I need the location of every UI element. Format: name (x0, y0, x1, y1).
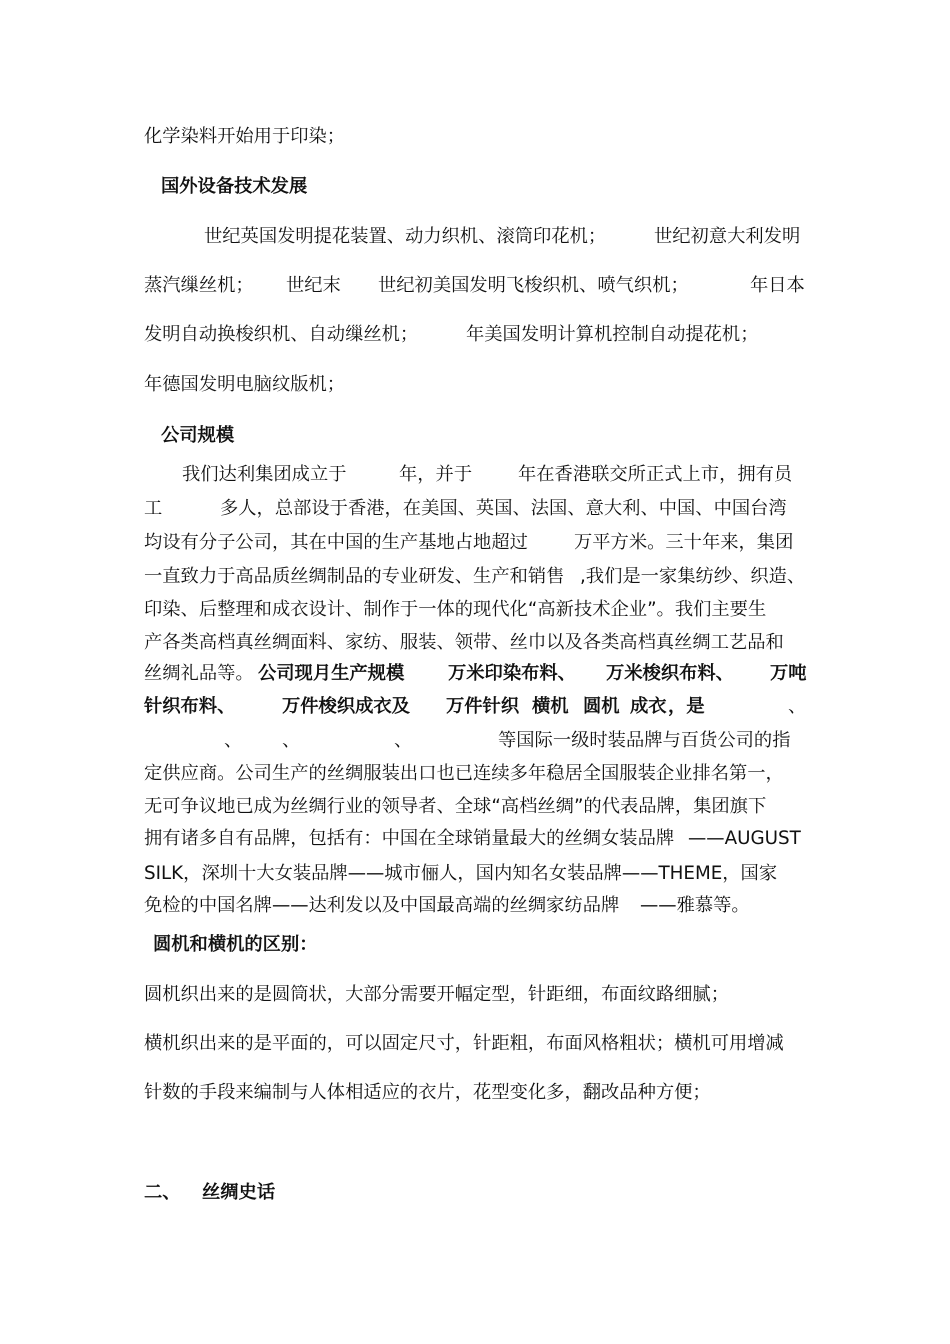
body-line-bold: 万吨 (770, 663, 807, 684)
body-line: 蒸汽缫丝机； (144, 275, 254, 296)
body-line: 等国际一级时装品牌与百货公司的指 (498, 730, 791, 751)
body-line: 、 (788, 696, 807, 717)
body-line-bold: 成衣 (630, 696, 667, 717)
body-line-bold: 横机 (532, 696, 569, 717)
body-line-bold: 万米印染布料、 (448, 663, 576, 684)
body-line-bold: 万米梭织布料、 (606, 663, 734, 684)
body-line: SILK，深圳十大女装品牌——城市俪人，国内知名女装品牌——THEME，国家 (144, 863, 778, 884)
body-line: 产各类高档真丝绸面料、家纺、服装、领带、丝巾以及各类高档真丝绸工艺品和 (144, 632, 784, 653)
body-line: 年在香港联交所正式上市，拥有员 (518, 464, 793, 485)
body-line: 万平方米。三十年来，集团 (574, 532, 794, 553)
section-heading-company-scale: 公司规模 (161, 425, 235, 446)
body-line: 拥有诸多自有品牌，包括有：中国在全球销量最大的丝绸女装品牌 (144, 828, 675, 849)
section-title: 丝绸史话 (202, 1182, 276, 1203)
body-line: 一直致力于高品质丝绸制品的专业研发、生产和销售 (144, 566, 565, 587)
body-line: 世纪初意大利发明 (654, 226, 801, 247)
body-line: 、 (282, 730, 301, 751)
body-line-bold: 万件针织 (446, 696, 520, 717)
body-line: 免检的中国名牌——达利发以及中国最高端的丝绸家纺品牌 (144, 895, 620, 916)
body-line: 无可争议地已成为丝绸行业的领导者、全球“高档丝绸”的代表品牌，集团旗下 (144, 796, 767, 817)
body-line: 世纪末 (286, 275, 341, 296)
body-line: 、 (224, 730, 243, 751)
body-line: 印染、后整理和成衣设计、制作于一体的现代化“高新技术企业”。我们主要生 (144, 599, 767, 620)
body-line: 化学染料开始用于印染； (144, 126, 346, 147)
body-line-bold: 公司现月生产规模 (258, 663, 405, 684)
body-line: 年日本 (750, 275, 805, 296)
body-line: 针数的手段来编制与人体相适应的衣片，花型变化多，翻改品种方便； (144, 1082, 711, 1103)
body-line-bold: 针织布料、 (144, 696, 236, 717)
body-line: 世纪英国发明提花装置、动力织机、滚筒印花机； (204, 226, 607, 247)
section-number: 二、 (144, 1182, 181, 1203)
body-line: 多人，总部设于香港，在美国、英国、法国、意大利、中国、中国台湾 (220, 498, 787, 519)
body-line-bold: ，是 (668, 696, 705, 717)
body-line: 均设有分子公司，其在中国的生产基地占地超过 (144, 532, 528, 553)
body-line: 、 (394, 730, 413, 751)
body-line: 横机织出来的是平面的，可以固定尺寸，针距粗，布面风格粗状；横机可用增减 (144, 1033, 784, 1054)
body-line: ——雅慕等。 (640, 895, 750, 916)
body-line: 我们达利集团成立于 (182, 464, 347, 485)
section-heading-foreign-tech: 国外设备技术发展 (161, 176, 308, 197)
body-line: 丝绸礼品等。 (144, 663, 254, 684)
body-line: 定供应商。公司生产的丝绸服装出口也已连续多年稳居全国服装企业排名第一， (144, 763, 784, 784)
body-line: 圆机织出来的是圆筒状，大部分需要开幅定型，针距细，布面纹路细腻； (144, 984, 729, 1005)
body-line: 工 (144, 498, 163, 519)
body-line: 年德国发明电脑纹版机； (144, 374, 346, 395)
body-line: ——AUGUST (688, 828, 801, 849)
body-line-bold: 圆机 (583, 696, 620, 717)
section-heading-machine-diff: 圆机和横机的区别： (153, 934, 318, 955)
body-line: 发明自动换梭织机、自动缫丝机； (144, 324, 419, 345)
body-line-bold: 万件梭织成衣及 (282, 696, 410, 717)
body-line: ,我们是一家集纺纱、织造、 (580, 566, 806, 587)
body-line: 世纪初美国发明飞梭织机、喷气织机； (378, 275, 689, 296)
body-line: 年美国发明计算机控制自动提花机； (466, 324, 759, 345)
body-line: 年，并于 (399, 464, 473, 485)
